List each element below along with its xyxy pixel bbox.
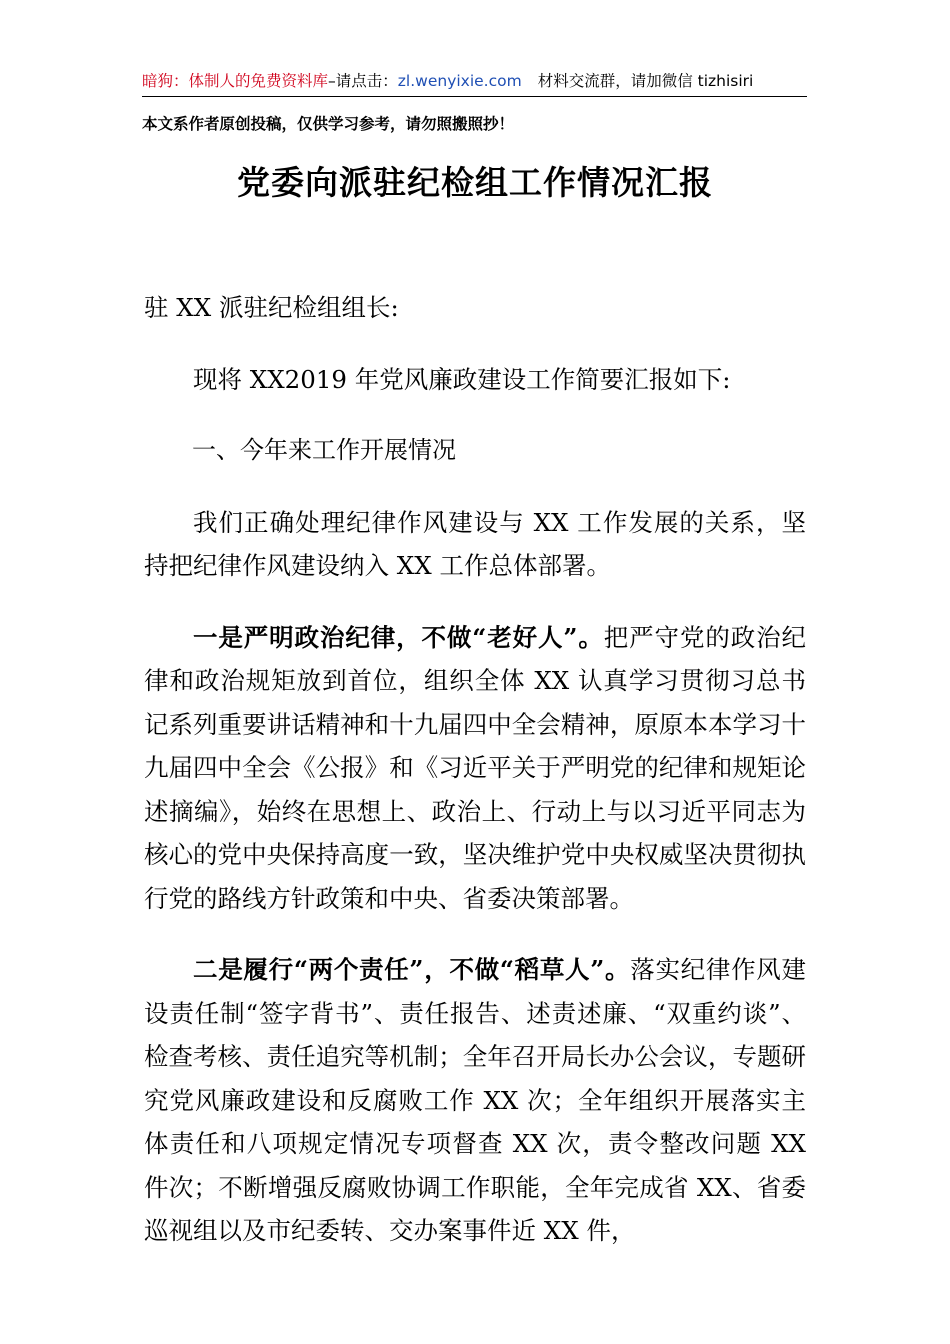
item-2-lead: 二是履行“两个责任”，不做“稻草人”。: [193, 955, 631, 984]
group-label: 材料交流群，请加微信 tizhisiri: [537, 72, 754, 90]
salutation: 驻 XX 派驻纪检组组长:: [144, 293, 399, 322]
copyright-notice: 本文系作者原创投稿，仅供学习参考，请勿照搬照抄！: [142, 114, 515, 133]
paragraph-1: 我们正确处理纪律作风建设与 XX 工作发展的关系，坚持把纪律作风建设纳入 XX 工作总体部署。: [144, 507, 806, 580]
intro-paragraph: 现将 XX2019 年党风廉政建设工作简要汇报如下:: [193, 364, 731, 394]
item-1-lead: 一是严明政治纪律，不做“老好人”。: [193, 622, 604, 652]
site-url-link[interactable]: zl.wenyixie.com: [397, 72, 522, 90]
item-2-text: 落实纪律作风建设责任制“签字背书”、责任报告、述责述廉、“双重约谈”、检查考核、责任追究等机制；全年召开局长办公会议，专题研究党风廉政建设和反腐败工作 XX 次；全年组织开展落实主体责任和八项规定情况专项督查 XX 次，责令整改问题 XX 件次；不断增强反腐败协调工作职能，全年完成省 XX、省委巡视组以及市纪委转、交办案事件近 XX 件，: [144, 955, 806, 1245]
item-paragraph-1: [144, 616, 806, 921]
section-heading-1: 一、今年来工作开展情况: [192, 436, 456, 464]
header-bar: [142, 66, 807, 97]
document-body: [144, 286, 806, 1281]
click-label: –请点击：: [328, 72, 398, 90]
item-1-text: 把严守党的政治纪律和政治规矩放到首位，组织全体 XX 认真学习贯彻习总书记系列重要讲话精神和十九届四中全会精神，原原本本学习十九届四中全会《公报》和《习近平关于严明党的纪律和规矩论述摘编》，始终在思想上、政治上、行动上与以习近平同志为核心的党中央保持高度一致，坚决维护党中央权威坚决贯彻执行党的路线方针政策和中央、省委决策部署。: [144, 622, 806, 913]
document-title: 党委向派驻纪检组工作情况汇报: [237, 163, 713, 202]
site-label: 暗狗：体制人的免费资料库: [142, 72, 329, 90]
item-paragraph-2: [144, 948, 806, 1253]
